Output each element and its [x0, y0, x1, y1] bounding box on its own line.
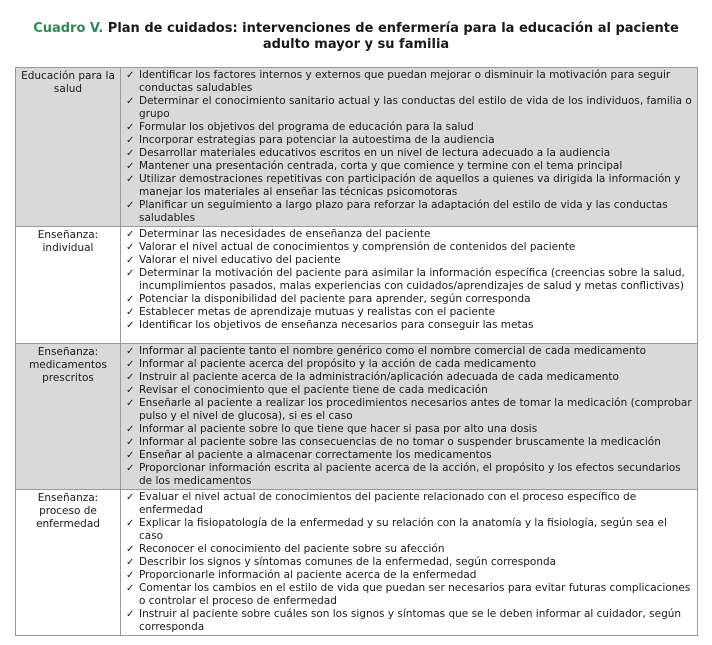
- category-cell: Enseñanza: proceso de enfermedad: [16, 490, 121, 636]
- table-label: Cuadro V.: [33, 21, 104, 36]
- list-item-text: Identificar los factores internos y externos que puedan mejorar o disminuir la motivación para seguir conductas saludables: [139, 69, 671, 94]
- care-plan-table-body: [16, 68, 698, 636]
- checkmark-icon: ✓: [126, 200, 135, 211]
- checkmark-icon: ✓: [126, 385, 135, 396]
- list-item-text: Planificar un seguimiento a largo plazo para reforzar la adaptación del estilo de vida y las conductas saludables: [139, 199, 668, 224]
- interventions-list: [126, 228, 694, 332]
- checkmark-icon: ✓: [126, 255, 135, 266]
- checkmark-icon: ✓: [126, 372, 135, 383]
- list-item: [126, 69, 694, 95]
- checkmark-icon: ✓: [126, 229, 135, 240]
- list-item: [126, 449, 694, 462]
- interventions-cell: [121, 490, 698, 636]
- table-row: [16, 227, 698, 344]
- care-plan-table: [15, 67, 698, 636]
- checkmark-icon: ✓: [126, 359, 135, 370]
- checkmark-icon: ✓: [126, 557, 135, 568]
- list-item-text: Describir los signos y síntomas comunes de la enfermedad, según corresponda: [139, 556, 557, 568]
- category-cell: Enseñanza: medicamentos prescritos: [16, 344, 121, 490]
- interventions-list: [126, 69, 694, 225]
- list-item-text: Informar al paciente tanto el nombre genérico como el nombre comercial de cada medicamento: [139, 345, 647, 357]
- checkmark-icon: ✓: [126, 609, 135, 620]
- list-item: [126, 147, 694, 160]
- list-item: [126, 95, 694, 121]
- list-item-text: Incorporar estrategias para potenciar la autoestima de la audiencia: [139, 134, 495, 146]
- checkmark-icon: ✓: [126, 450, 135, 461]
- list-item-text: Reconocer el conocimiento del paciente sobre su afección: [139, 543, 445, 555]
- list-item-text: Determinar las necesidades de enseñanza del paciente: [139, 228, 431, 240]
- list-item: [126, 436, 694, 449]
- table-row: [16, 68, 698, 227]
- category-cell: Enseñanza: individual: [16, 227, 121, 344]
- checkmark-icon: ✓: [126, 583, 135, 594]
- checkmark-icon: ✓: [126, 492, 135, 503]
- list-item-text: Instruir al paciente acerca de la administración/aplicación adecuada de cada medicamento: [139, 371, 619, 383]
- list-item: [126, 267, 694, 293]
- list-item-text: Evaluar el nivel actual de conocimientos del paciente relacionado con el proceso específico de enfermedad: [139, 491, 637, 516]
- list-item: [126, 241, 694, 254]
- list-item: [126, 582, 694, 608]
- checkmark-icon: ✓: [126, 424, 135, 435]
- interventions-cell: [121, 68, 698, 227]
- category-cell: Educación para la salud: [16, 68, 121, 227]
- list-item-text: Explicar la fisiopatología de la enfermedad y su relación con la anatomía y la fisiología, según sea el caso: [139, 517, 667, 542]
- list-item-text: Informar al paciente acerca del propósito y la acción de cada medicamento: [139, 358, 537, 370]
- checkmark-icon: ✓: [126, 518, 135, 529]
- list-item-text: Valorar el nivel actual de conocimientos y comprensión de contenidos del paciente: [139, 241, 576, 253]
- list-item: [126, 160, 694, 173]
- checkmark-icon: ✓: [126, 294, 135, 305]
- checkmark-icon: ✓: [126, 96, 135, 107]
- list-item-text: Proporcionarle información al paciente acerca de la enfermedad: [139, 569, 477, 581]
- list-item-text: Revisar el conocimiento que el paciente tiene de cada medicación: [139, 384, 488, 396]
- list-item-text: Proporcionar información escrita al paciente acerca de la acción, el propósito y los efectos secundarios de los medicamentos: [139, 462, 681, 487]
- interventions-cell: [121, 227, 698, 344]
- list-item: [126, 134, 694, 147]
- list-item: [126, 608, 694, 634]
- list-item-text: Formular los objetivos del programa de educación para la salud: [139, 121, 474, 133]
- checkmark-icon: ✓: [126, 268, 135, 279]
- list-item-text: Instruir al paciente sobre cuáles son los signos y síntomas que se le deben informar al cuidador, según corresponda: [139, 608, 682, 633]
- checkmark-icon: ✓: [126, 174, 135, 185]
- list-item: [126, 543, 694, 556]
- checkmark-icon: ✓: [126, 320, 135, 331]
- checkmark-icon: ✓: [126, 346, 135, 357]
- checkmark-icon: ✓: [126, 161, 135, 172]
- interventions-list: [126, 491, 694, 634]
- list-item: [126, 319, 694, 332]
- list-item: [126, 358, 694, 371]
- list-item-text: Establecer metas de aprendizaje mutuas y realistas con el paciente: [139, 306, 496, 318]
- table-row: [16, 344, 698, 490]
- table-row: [16, 490, 698, 636]
- checkmark-icon: ✓: [126, 437, 135, 448]
- list-item: [126, 384, 694, 397]
- list-item: [126, 121, 694, 134]
- list-item-text: Determinar el conocimiento sanitario actual y las conductas del estilo de vida de los individuos, familia o grupo: [139, 95, 692, 120]
- list-item: [126, 462, 694, 488]
- list-item-text: Enseñar al paciente a almacenar correctamente los medicamentos: [139, 449, 492, 461]
- checkmark-icon: ✓: [126, 122, 135, 133]
- table-caption: Plan de cuidados: intervenciones de enfermería para la educación al paciente adulto mayor y su familia: [107, 21, 679, 52]
- checkmark-icon: ✓: [126, 307, 135, 318]
- checkmark-icon: ✓: [126, 135, 135, 146]
- list-item-text: Enseñarle al paciente a realizar los procedimientos necesarios antes de tomar la medicación (comprobar pulso y el nivel de glucosa), si es el caso: [139, 397, 692, 422]
- list-item: [126, 397, 694, 423]
- checkmark-icon: ✓: [126, 570, 135, 581]
- list-item-text: Desarrollar materiales educativos escritos en un nivel de lectura adecuado a la audiencia: [139, 147, 611, 159]
- list-item: [126, 491, 694, 517]
- list-item: [126, 199, 694, 225]
- list-item-text: Informar al paciente sobre las consecuencias de no tomar o suspender bruscamente la medicación: [139, 436, 661, 448]
- list-item-text: Potenciar la disponibilidad del paciente para aprender, según corresponda: [139, 293, 531, 305]
- list-item: [126, 306, 694, 319]
- list-item-text: Mantener una presentación centrada, corta y que comience y termine con el tema principal: [139, 160, 623, 172]
- table-title: [10, 21, 702, 53]
- list-item: [126, 293, 694, 306]
- interventions-cell: [121, 344, 698, 490]
- list-item-text: Determinar la motivación del paciente para asimilar la información específica (creencias sobre la salud, incumplimientos pasados, malas experiencias con cuidados/aprendizajes de salud y metas conflictivas): [139, 267, 685, 292]
- list-item: [126, 423, 694, 436]
- checkmark-icon: ✓: [126, 463, 135, 474]
- list-item: [126, 254, 694, 267]
- checkmark-icon: ✓: [126, 148, 135, 159]
- interventions-list: [126, 345, 694, 488]
- list-item-text: Informar al paciente sobre lo que tiene que hacer si pasa por alto una dosis: [139, 423, 538, 435]
- list-item-text: Comentar los cambios en el estilo de vida que puedan ser necesarios para evitar futuras complicaciones o controlar el proceso de enfermedad: [139, 582, 691, 607]
- checkmark-icon: ✓: [126, 70, 135, 81]
- checkmark-icon: ✓: [126, 242, 135, 253]
- list-item: [126, 345, 694, 358]
- checkmark-icon: ✓: [126, 544, 135, 555]
- list-item: [126, 228, 694, 241]
- list-item-text: Valorar el nivel educativo del paciente: [139, 254, 341, 266]
- list-item: [126, 569, 694, 582]
- list-item: [126, 517, 694, 543]
- checkmark-icon: ✓: [126, 398, 135, 409]
- list-item-text: Utilizar demostraciones repetitivas con participación de aquellos a quienes va dirigida la información y manejar los materiales al enseñar las técnicas psicomotoras: [139, 173, 681, 198]
- list-item: [126, 371, 694, 384]
- list-item: [126, 556, 694, 569]
- list-item-text: Identificar los objetivos de enseñanza necesarios para conseguir las metas: [139, 319, 534, 331]
- list-item: [126, 173, 694, 199]
